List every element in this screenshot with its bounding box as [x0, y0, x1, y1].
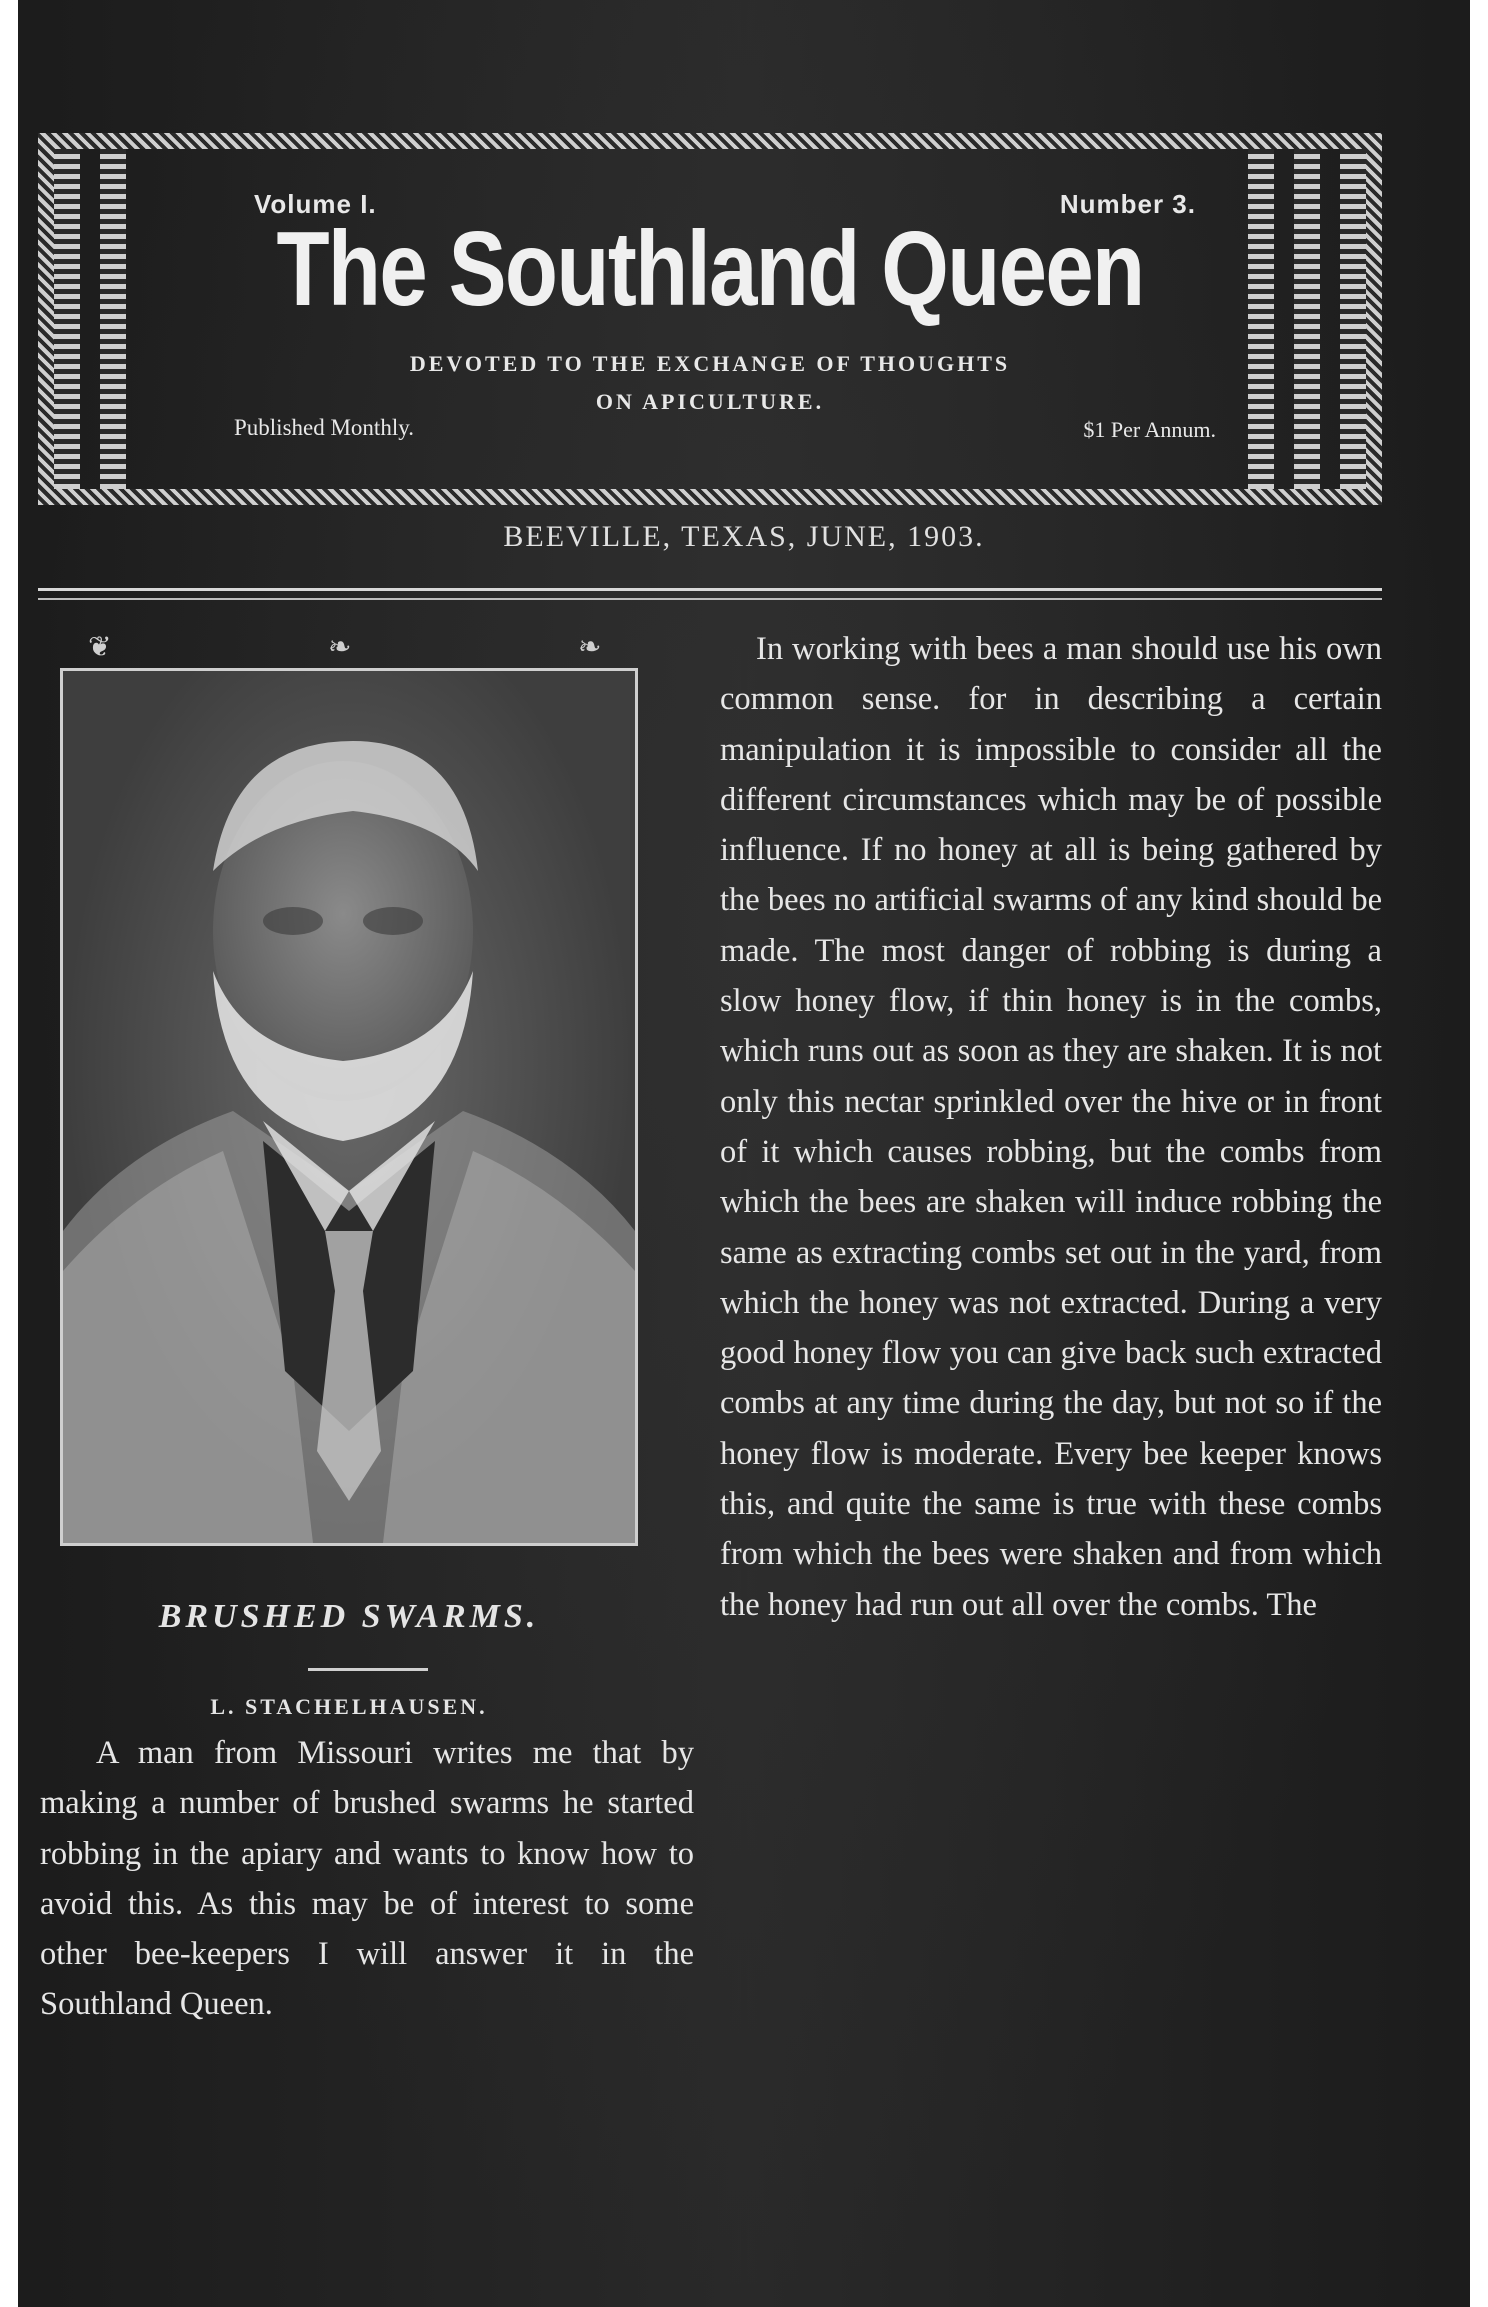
ornament-icon: ❧	[578, 632, 602, 663]
tagline-line-2: ON APICULTURE.	[595, 389, 825, 414]
heading-separator	[308, 1668, 428, 1671]
masthead-border-left-outer	[54, 149, 80, 489]
portrait-illustration	[63, 671, 635, 1543]
article-heading: BRUSHED SWARMS.	[158, 1598, 540, 1635]
tagline-line-1: DEVOTED TO THE EXCHANGE OF THOUGHTS	[409, 351, 1011, 376]
article-text-left-column: A man from Missouri writes me that by making a number of brushed swarms he started robbing in the apiary and wants to know how to avoid this. As this may be of interest to some other bee-keepers I will answer it in the Southland Queen.	[40, 1735, 694, 2023]
divider-rule-thin	[38, 598, 1382, 600]
newspaper-page	[18, 0, 1470, 2307]
masthead-border-left-inner	[100, 149, 126, 489]
masthead-border-right-inner	[1294, 149, 1320, 489]
masthead	[38, 133, 1382, 505]
issue-number: Number 3.	[1059, 189, 1196, 219]
volume-label: Volume I.	[254, 189, 377, 219]
dateline: BEEVILLE, TEXAS, JUNE, 1903.	[503, 520, 985, 553]
publication-frequency: Published Monthly.	[234, 415, 414, 440]
masthead-content	[164, 149, 1256, 489]
author-portrait	[60, 668, 638, 1546]
article-author: L. STACHELHAUSEN.	[210, 1694, 488, 1719]
ornament-icon: ❧	[328, 632, 352, 663]
article-text-right-column: In working with bees a man should use his own common sense. for in describing a certain manipulation it is impossible to consider all the different circumstances which may be of possible influence. If no honey at all is being gathered by the bees no artificial swarms of any kind should be made. The most danger of robbing is during a slow honey flow, if thin honey is in the combs, which runs out as soon as they are shaken. It is not only this nectar sprinkled over the hive or in front of it which causes robbing, but the combs from which the bees are shaken will induce robbing the same as extracting combs set out in the yard, from which the honey was not extracted. During a very good honey flow you can give back such extracted combs at any time during the day, but not so if the honey flow is moderate. Every bee keeper knows this, and quite the same is true with these combs from which the bees were shaken and from which the honey had run out all over the combs. The	[720, 631, 1382, 1623]
publication-title: The Southland Queen	[276, 210, 1144, 328]
masthead-border-right-outer	[1340, 149, 1366, 489]
subscription-price: $1 Per Annum.	[1083, 417, 1216, 442]
ornament-icon: ❦	[88, 632, 112, 663]
divider-rule	[38, 588, 1382, 591]
